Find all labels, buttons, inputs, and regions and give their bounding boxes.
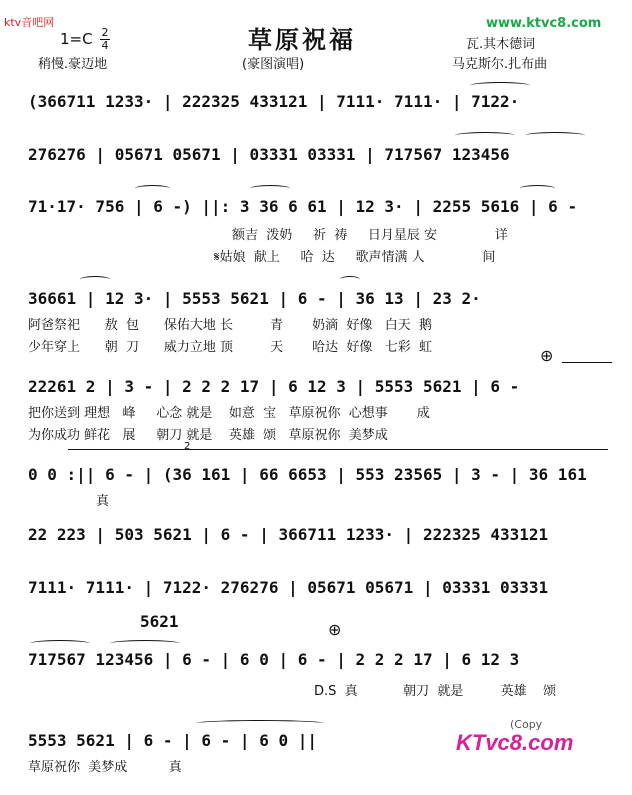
meter-top: 2	[101, 26, 109, 39]
score-line-7	[28, 525, 608, 549]
score-line-5	[28, 377, 608, 401]
slur	[195, 720, 325, 727]
lyrics-final: 草原祝你 美梦成 真	[28, 760, 182, 775]
slur	[110, 640, 180, 647]
site-logo: KTvc8.com	[456, 730, 574, 755]
coda-sign: ⊕	[540, 346, 554, 365]
notation: 36661 | 12 3· | 5553 5621 | 6 - | 36 13 | 23 2·	[28, 289, 481, 308]
slur	[455, 132, 515, 139]
slur	[470, 82, 530, 89]
key-signature: 1=C	[60, 30, 93, 48]
lyrics-verse-2: 为你成功 鲜花 展 朝刀 就是 英雄 颂 草原祝你 美梦成	[28, 428, 388, 443]
page-title: 草原祝福	[248, 26, 356, 54]
score-line-8	[28, 578, 608, 602]
notation: 717567 123456 | 6 - | 6 0 | 6 - | 2 2 2 17 | 6 12 3	[28, 650, 520, 669]
slur	[30, 640, 90, 647]
slur	[525, 132, 585, 139]
watermark-top-left: ktv音吧网	[4, 16, 55, 29]
slur	[340, 276, 360, 283]
notation: 5553 5621 | 6 - | 6 - | 6 0 ||	[28, 731, 317, 750]
lyrics-verse-2: 少年穿上 朝 刀 威力立地 顶 天 哈达 好像 七彩 虹	[28, 340, 433, 355]
time-signature	[100, 28, 110, 51]
notation: 71·17· 756 | 6 -) ||: 3 36 6 61 | 12 3· | 2255 5616 | 6 -	[28, 197, 578, 216]
watermark-top-right: www.ktvc8.com	[486, 16, 602, 31]
notation: 276276 | 05671 05671 | 03331 03331 | 717567 123456	[28, 145, 510, 164]
notation: 7111· 7111· | 7122· 276276 | 05671 05671 | 03331 03331	[28, 578, 549, 597]
notation: 0 0 :|| 6 - | (36 161 | 66 6653 | 553 23565 | 3 - | 36 161	[28, 465, 587, 484]
lyrics-ending: 真	[96, 494, 110, 509]
meter-bottom: 4	[101, 39, 109, 52]
lyrics-verse-1: 阿爸祭祀 敖 包 保佑大地 长 青 奶滴 好像 白天 鹅	[28, 318, 433, 333]
score-line-4	[28, 289, 608, 313]
score-line-3	[28, 197, 608, 221]
slur	[135, 185, 170, 192]
slur	[520, 185, 555, 192]
volta-line	[68, 449, 608, 450]
lyrics-verse-2: 𝄋姑娘 献上 哈 达 歌声情满 人 间	[214, 250, 496, 265]
coda-sign: ⊕	[328, 620, 342, 639]
performer: (豪图演唱)	[242, 57, 305, 72]
notation: 22261 2 | 3 - | 2 2 2 17 | 6 12 3 | 5553 5621 | 6 -	[28, 377, 520, 396]
notation: (366711 1233· | 222325 433121 | 7111· 7111· | 7122·	[28, 92, 520, 111]
notation: 22 223 | 503 5621 | 6 - | 366711 1233· | 222325 433121	[28, 525, 549, 544]
score-line-1	[28, 92, 608, 116]
score-line-2	[28, 145, 608, 169]
volta-2: 2	[184, 441, 191, 452]
logo-copy: (Copy	[510, 718, 543, 731]
coda-line	[562, 362, 612, 363]
score-line-9	[28, 650, 608, 674]
lyrics-verse-1: 把你送到 理想 峰 心念 就是 如意 宝 草原祝你 心想事 成	[28, 406, 430, 421]
lyrics-ds: D.S 真 朝刀 就是 英雄 颂	[314, 684, 557, 699]
lyricist: 瓦.其木德词	[466, 37, 536, 52]
coda-fragment: 5621	[140, 612, 179, 631]
composer: 马克斯尔.扎布曲	[452, 57, 548, 72]
slur	[80, 276, 110, 283]
score-line-6	[28, 465, 608, 489]
tempo-marking: 稍慢.豪迈地	[38, 57, 108, 72]
slur	[250, 185, 290, 192]
lyrics-verse-1: 额吉 泼奶 祈 祷 日月星辰 安 详	[232, 228, 508, 243]
